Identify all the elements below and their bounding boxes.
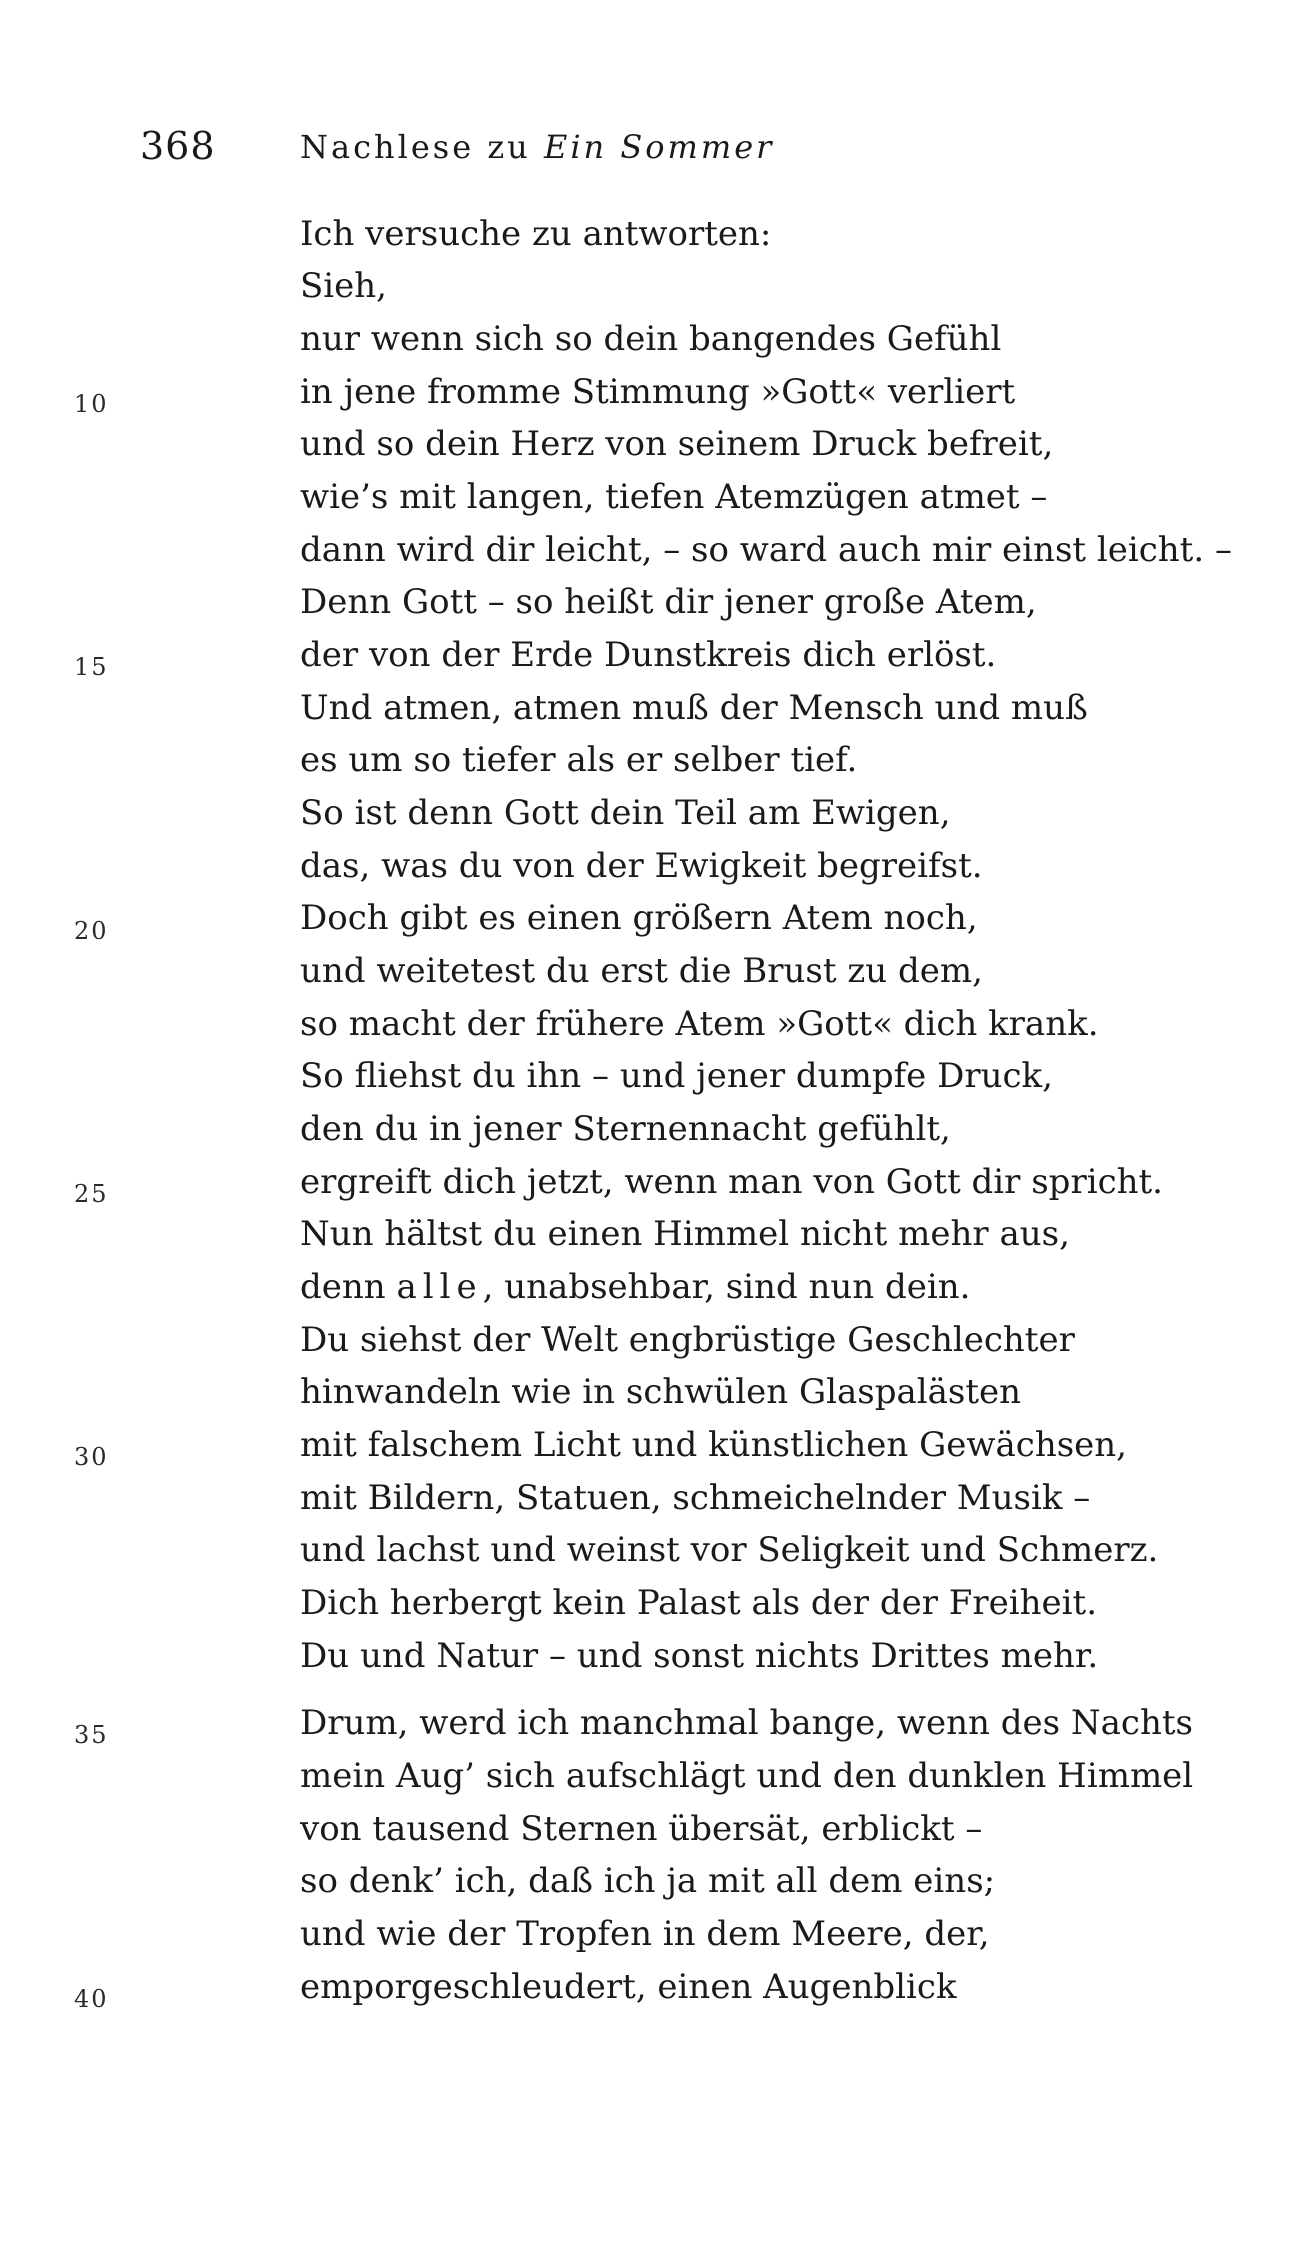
verse-line: den du in jener Sternennacht gefühlt,	[300, 1109, 951, 1149]
verse-fragment: , unabsehbar, sind nun dein.	[482, 1267, 971, 1307]
verse-fragment: denn	[300, 1267, 397, 1307]
verse-line: Doch gibt es einen größern Atem noch,	[300, 898, 978, 938]
running-title	[300, 128, 774, 166]
verse-line: das, was du von der Ewigkeit begreifst.	[300, 846, 983, 886]
verse-line: und wie der Tropfen in dem Meere, der,	[300, 1914, 990, 1954]
verse-line: es um so tiefer als er selber tief.	[300, 740, 858, 780]
verse-line: mit falschem Licht und künstlichen Gewächsen,	[300, 1425, 1127, 1465]
verse-line: dann wird dir leicht, – so ward auch mir einst leicht. –	[300, 530, 1232, 570]
line-number-margin	[0, 0, 180, 2256]
verse-line: mein Aug’ sich aufschlägt und den dunklen Himmel	[300, 1756, 1194, 1796]
verse-line: nur wenn sich so dein bangendes Gefühl	[300, 319, 1002, 359]
line-number: 35	[74, 1721, 109, 1749]
verse-line: Drum, werd ich manchmal bange, wenn des Nachts	[300, 1703, 1193, 1743]
line-number: 30	[74, 1443, 109, 1471]
line-number: 15	[74, 653, 109, 681]
verse-line: in jene fromme Stimmung »Gott« verliert	[300, 372, 1016, 412]
running-header	[0, 124, 1294, 174]
verse-line: emporgeschleudert, einen Augenblick	[300, 1967, 957, 2007]
verse-line-emphasis	[300, 1267, 970, 1307]
verse-line: Denn Gott – so heißt dir jener große Atem,	[300, 582, 1037, 622]
spaced-emphasis: alle	[396, 1267, 483, 1307]
verse-line: und so dein Herz von seinem Druck befreit,	[300, 424, 1054, 464]
verse-line: und weitetest du erst die Brust zu dem,	[300, 951, 983, 991]
line-number: 20	[74, 917, 109, 945]
verse-line: Du und Natur – und sonst nichts Drittes mehr.	[300, 1636, 1099, 1676]
verse-line: ergreift dich jetzt, wenn man von Gott dir spricht.	[300, 1162, 1163, 1202]
verse-line: Nun hältst du einen Himmel nicht mehr aus,	[300, 1214, 1070, 1254]
running-title-work: Ein Sommer	[543, 128, 775, 166]
line-number: 10	[74, 390, 109, 418]
line-number: 25	[74, 1180, 109, 1208]
verse-line: Sieh,	[300, 266, 387, 306]
verse-line: Ich versuche zu antworten:	[300, 214, 772, 254]
verse-line: Und atmen, atmen muß der Mensch und muß	[300, 688, 1088, 728]
page-number: 368	[140, 124, 216, 168]
verse-line: von tausend Sternen übersät, erblickt –	[300, 1809, 983, 1849]
verse-line: so macht der frühere Atem »Gott« dich krank.	[300, 1004, 1099, 1044]
verse-line: der von der Erde Dunstkreis dich erlöst.	[300, 635, 997, 675]
line-number: 40	[74, 1985, 109, 2013]
verse-line: So fliehst du ihn – und jener dumpfe Druck,	[300, 1056, 1053, 1096]
verse-line: so denk’ ich, daß ich ja mit all dem eins;	[300, 1861, 996, 1901]
verse-line: mit Bildern, Statuen, schmeichelnder Musik –	[300, 1478, 1091, 1518]
running-title-prefix: Nachlese zu	[300, 128, 544, 166]
verse-line: wie’s mit langen, tiefen Atemzügen atmet –	[300, 477, 1048, 517]
verse-line: und lachst und weinst vor Seligkeit und Schmerz.	[300, 1530, 1159, 1570]
verse-line: Dich herbergt kein Palast als der der Freiheit.	[300, 1583, 1098, 1623]
verse-line: So ist denn Gott dein Teil am Ewigen,	[300, 793, 951, 833]
verse-line: hinwandeln wie in schwülen Glaspalästen	[300, 1372, 1022, 1412]
verse-line: Du siehst der Welt engbrüstige Geschlechter	[300, 1320, 1075, 1360]
